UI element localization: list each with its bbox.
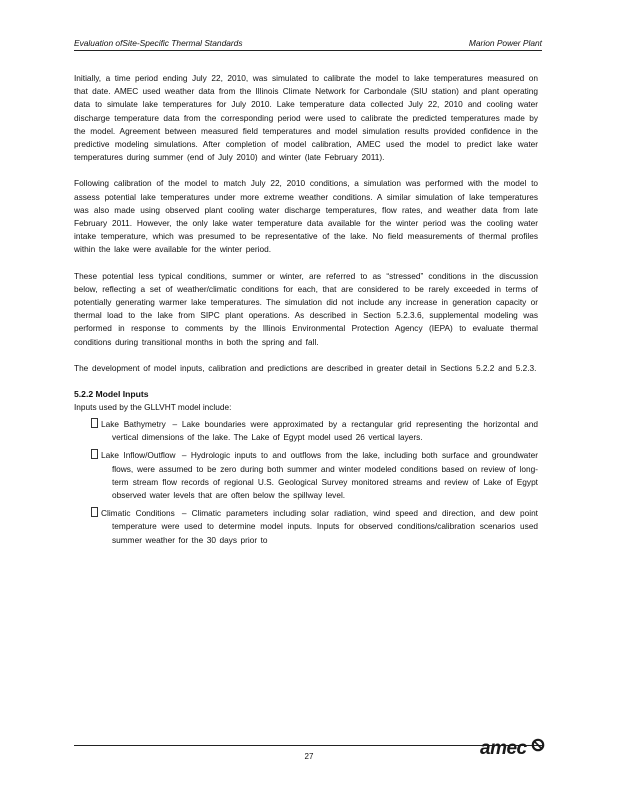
model-inputs-list xyxy=(74,418,538,547)
bullet-title: Climatic Conditions xyxy=(101,508,175,519)
header-project-name: Marion Power Plant xyxy=(468,38,542,48)
footer-rule xyxy=(74,745,542,746)
bullet-title: Lake Inflow/Outflow xyxy=(101,450,176,461)
bullet-box-icon xyxy=(91,418,98,428)
running-header xyxy=(74,38,542,51)
bullet-text: – Lake boundaries were approximated by a rectangular grid representing the horizontal and vertical dimensions of the lake. The Lake of Egypt model used 26 vertical layers. xyxy=(112,419,538,443)
paragraph-sections-reference: The development of model inputs, calibration and predictions are described in greater detail in Sections 5.2.2 and 5.2.3. xyxy=(74,362,537,373)
list-item xyxy=(74,449,538,502)
amec-logo: amec xyxy=(480,738,527,759)
bullet-box-icon xyxy=(91,507,98,517)
section-intro: Inputs used by the GLLVHT model include: xyxy=(74,402,232,413)
paragraph-stressed-conditions: These potential less typical conditions, summer or winter, are referred to as “stressed” conditions in the discussion below, reflecting a set of weather/climatic conditions for each, that are considered to be rarely exceeded in terms of potentially generating warmer lake temperatures. The simulation did not include any increase in generation capacity or thermal load to the lake from SIPC plant operations. As described in Section 5.2.3.6, supplemental modeling was performed in response to comments by the Illinois Environmental Protection Agency (IEPA) to evaluate thermal conditions during transitional months in both the spring and fall. xyxy=(74,270,538,347)
bullet-text: – Climatic parameters including solar radiation, wind speed and direction, and dew point temperature were used to determine model inputs. Inputs for observed conditions/calibration scenarios used summer weather for the 30 days prior to xyxy=(112,508,538,545)
list-item xyxy=(74,418,538,444)
paragraph-calibration: Initially, a time period ending July 22, 2010, was simulated to calibrate the model to lake temperatures measured on that date. AMEC used weather data from the Illinois Climate Network for Carbondale (SIU station) and plant operating data to simulate lake temperatures for July 2010. Lake temperature data collected July 22, 2010 and cooling water discharge temperature data from the corresponding period were used to calibrate the predicted temperatures made by the model. Agreement between measured field temperatures and model simulation results provided confidence in the predictive modeling simulations. After completion of model calibration, AMEC used the model to predict lake water temperatures during summer (end of July 2010) and winter (late February 2011). xyxy=(74,73,538,163)
section-heading: 5.2.2 Model Inputs xyxy=(74,389,149,400)
bullet-title: Lake Bathymetry xyxy=(101,419,166,430)
bullet-text: – Hydrologic inputs to and outflows from the lake, including both surface and groundwater flows, were assumed to be zero during both summer and winter modeled conditions based on review of long-term stream flow records of regional U.S. Geological Survey monitored streams and review of Lake of Egypt observed water levels that are often below the spillway level. xyxy=(112,450,538,501)
amec-logo-icon xyxy=(531,738,545,752)
paragraph-stressed-simulation: Following calibration of the model to match July 22, 2010 conditions, a simulation was performed with the model to assess potential lake temperatures under more extreme weather conditions. A similar simulation of lake temperatures was also made using observed plant cooling water discharge temperatures, flow rates, and weather data from late February 2011. However, the only lake water temperature data available for the winter period was the cooling water intake temperature, which was presumed to be representative of the lake. No field measurements of thermal profiles within the lake were available for the winter period. xyxy=(74,178,538,255)
body-text xyxy=(74,72,538,552)
list-item xyxy=(74,507,538,547)
header-document-title: Evaluation ofSite-Specific Thermal Standards xyxy=(74,38,243,48)
section-model-inputs xyxy=(74,388,538,547)
bullet-box-icon xyxy=(91,449,98,459)
page-number: 27 xyxy=(304,752,314,761)
